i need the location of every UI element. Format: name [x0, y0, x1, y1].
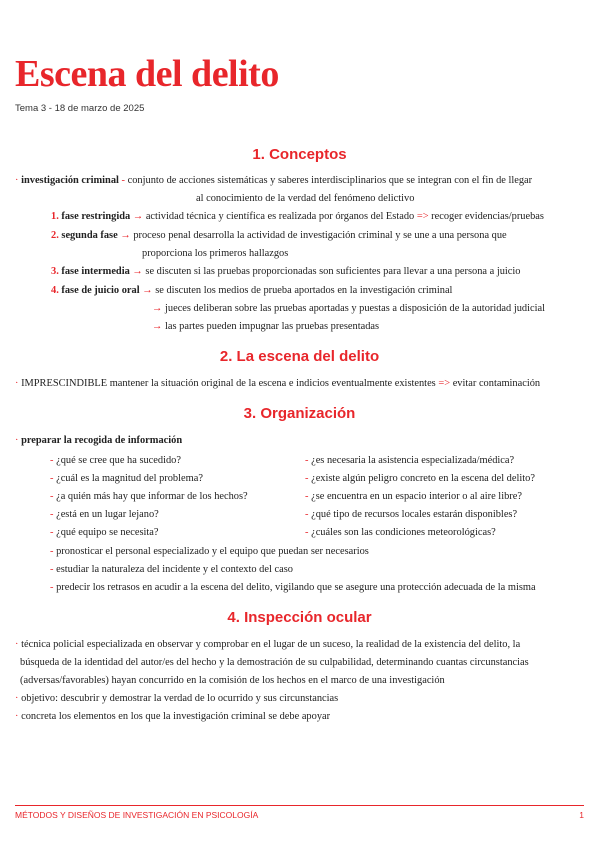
question-text: ¿qué tipo de recursos locales estarán disponibles? [311, 509, 518, 520]
paragraph-text: objetivo: descubrir y demostrar la verdad de lo ocurrido y sus circunstancias [21, 693, 339, 704]
bullet: · [15, 639, 19, 650]
phase-2-continuation: proporciona los primeros hallazgos [142, 248, 289, 259]
phase-name: fase restringida [61, 211, 131, 222]
organizacion-item-3 [50, 581, 536, 594]
note-text: IMPRESCINDIBLE mantener la situación original de la escena e indicios eventualmente existentes [21, 378, 436, 389]
dash: - [50, 564, 54, 575]
arrow-icon: → [120, 230, 131, 241]
section-heading-conceptos: 1. Conceptos [252, 146, 347, 163]
item-text: estudiar la naturaleza del incidente y el contexto del caso [56, 564, 293, 575]
phase-4 [51, 284, 452, 297]
inspeccion-p1-line2: búsqueda de la identidad del autor/es del hecho y la demostración de su culpabilidad, determinando cuantas circunstancias [20, 657, 529, 668]
inspeccion-p1-line1 [15, 638, 520, 651]
lead-text: preparar la recogida de información [21, 435, 183, 446]
phase-4-sub-1 [152, 302, 545, 315]
dash: - [50, 546, 54, 557]
item-text: predecir los retrasos en acudir a la escena del delito, vigilando que se asegure una protección adecuada de la misma [56, 582, 536, 593]
dash: - [50, 455, 54, 466]
question-text: ¿cuáles son las condiciones meteorológicas? [311, 527, 496, 538]
dash: - [50, 582, 54, 593]
section-heading-escena: 2. La escena del delito [219, 348, 380, 365]
phase-text: actividad técnica y científica es realizada por órganos del Estado [145, 211, 415, 222]
bullet: · [15, 435, 19, 446]
definition: conjunto de acciones sistemáticas y saberes interdisciplinarios que se integran con el fin de llegar [127, 175, 533, 186]
question-text: ¿cuál es la magnitud del problema? [56, 473, 203, 484]
paragraph-text: técnica policial especializada en observar y comprobar en el lugar de un suceso, la realidad de la existencia del delito, la [21, 639, 521, 650]
phase-name: fase intermedia [61, 266, 130, 277]
escena-note [15, 377, 540, 390]
phase-name: fase de juicio oral [61, 285, 140, 296]
arrow-icon: → [132, 266, 143, 277]
bullet: · [15, 711, 19, 722]
arrow-icon: → [152, 321, 163, 332]
dash: - [50, 527, 54, 538]
dash: - [305, 491, 309, 502]
dash: - [121, 175, 125, 186]
page-title: Escena del delito [15, 53, 279, 95]
question-text: ¿qué equipo se necesita? [56, 527, 159, 538]
phase-number: 1. [51, 211, 59, 222]
question-text: ¿es necesaria la asistencia especializada/médica? [311, 455, 515, 466]
dash: - [305, 455, 309, 466]
inspeccion-concreta [15, 710, 330, 723]
question-left-4 [50, 508, 159, 521]
term: investigación criminal [21, 175, 119, 186]
question-right-3 [305, 490, 522, 503]
phase-text: se discuten si las pruebas proporcionadas son suficientes para llevar a una persona a juicio [145, 266, 521, 277]
question-left-3 [50, 490, 248, 503]
question-right-5 [305, 526, 496, 539]
phase-number: 3. [51, 266, 59, 277]
footer-course: MÉTODOS Y DISEÑOS DE INVESTIGACIÓN EN PSICOLOGÍA [15, 810, 259, 820]
dash: - [305, 509, 309, 520]
page-subtitle: Tema 3 - 18 de marzo de 2025 [15, 103, 145, 114]
phase-number: 4. [51, 285, 59, 296]
question-left-5 [50, 526, 159, 539]
question-right-2 [305, 472, 535, 485]
dash: - [50, 509, 54, 520]
phase-1 [51, 210, 544, 223]
question-left-2 [50, 472, 203, 485]
implies-icon: => [416, 211, 429, 222]
phase-text: proceso penal desarrolla la actividad de investigación criminal y se une a una persona que [133, 230, 507, 241]
question-left-1 [50, 454, 181, 467]
question-text: ¿existe algún peligro concreto en la escena del delito? [311, 473, 535, 484]
phase-3 [51, 265, 521, 278]
note-text-2: evitar contaminación [452, 378, 541, 389]
dash: - [50, 491, 54, 502]
question-right-4 [305, 508, 517, 521]
question-text: ¿qué se cree que ha sucedido? [56, 455, 181, 466]
phase-4-sub-2 [152, 320, 379, 333]
dash: - [50, 473, 54, 484]
phase-text-2: recoger evidencias/pruebas [431, 211, 544, 222]
phase-name: segunda fase [61, 230, 118, 241]
arrow-icon: → [152, 303, 163, 314]
definition-continuation: al conocimiento de la verdad del fenómeno delictivo [196, 193, 415, 204]
dash: - [305, 527, 309, 538]
question-right-1 [305, 454, 514, 467]
bullet: · [15, 693, 19, 704]
item-text: pronosticar el personal especializado y el equipo que puedan ser necesarios [56, 546, 369, 557]
paragraph-text: concreta los elementos en los que la investigación criminal se debe apoyar [21, 711, 331, 722]
inspeccion-p1-line3: (adversas/favorables) hayan concurrido en la comisión de los hechos en el marco de una investigación [20, 675, 445, 686]
organizacion-item-1 [50, 545, 369, 558]
arrow-icon: → [132, 211, 144, 222]
arrow-icon: → [142, 285, 153, 296]
bullet: · [15, 175, 19, 186]
question-text: ¿a quién más hay que informar de los hechos? [56, 491, 248, 502]
implies-icon: => [438, 378, 451, 389]
phase-number: 2. [51, 230, 59, 241]
inspeccion-objetivo [15, 692, 338, 705]
phase-text: se discuten los medios de prueba aportados en la investigación criminal [155, 285, 453, 296]
question-text: ¿está en un lugar lejano? [56, 509, 159, 520]
bullet: · [15, 378, 19, 389]
phase-2 [51, 229, 507, 242]
dash: - [305, 473, 309, 484]
section-heading-inspeccion: 4. Inspección ocular [227, 609, 372, 626]
section-heading-organizacion: 3. Organización [243, 405, 356, 422]
organizacion-lead [15, 434, 182, 447]
question-text: ¿se encuentra en un espacio interior o al aire libre? [311, 491, 522, 502]
sub-text: las partes pueden impugnar las pruebas presentadas [165, 321, 380, 332]
footer-divider [15, 805, 584, 806]
sub-text: jueces deliberan sobre las pruebas aportadas y puestas a disposición de la autoridad judicial [165, 303, 545, 314]
concept-investigacion-criminal [15, 174, 532, 187]
page-number: 1 [579, 810, 584, 820]
organizacion-item-2 [50, 563, 293, 576]
